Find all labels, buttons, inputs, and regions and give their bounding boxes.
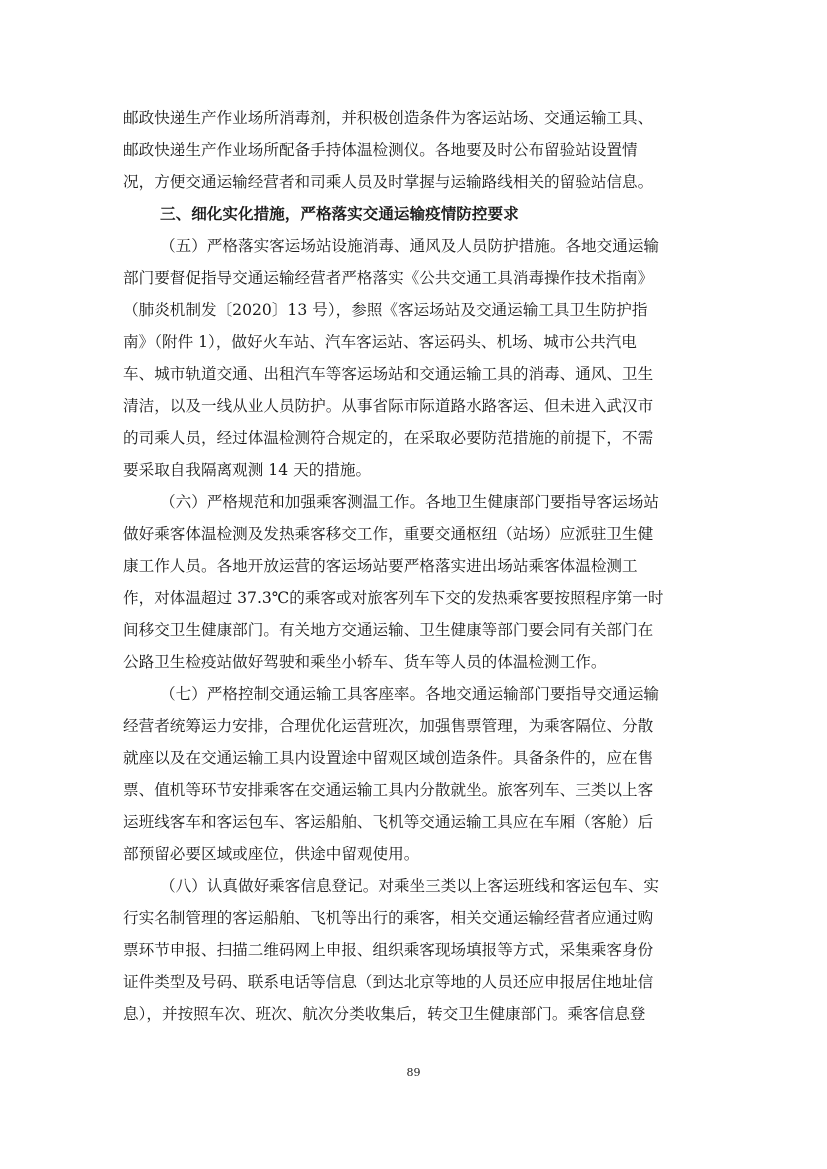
text-line: 南》（附件 1），做好火车站、汽车客运站、客运码头、机场、城市公共汽电 [123,333,637,351]
text-line: 部门要督促指导交通运输经营者严格落实《公共交通工具消毒操作技术指南》 [123,269,654,287]
text-line: 邮政快递生产作业场所消毒剂，并积极创造条件为客运站场、交通运输工具、 [123,109,654,127]
text-line: 票、值机等环节安排乘客在交通运输工具内分散就坐。旅客列车、三类以上客 [123,781,654,799]
text-line: 行实名制管理的客运船舶、飞机等出行的乘客，相关交通运输经营者应通过购 [123,909,654,927]
text-line: 要采取自我隔离观测 14 天的措施。 [123,461,372,479]
paragraph-start: （七）严格控制交通运输工具客座率。各地交通运输部门要指导交通运输 [160,685,660,703]
text-line: 息），并按照车次、班次、航次分类收集后，转交卫生健康部门。乘客信息登 [123,1005,646,1023]
text-line: 况，方便交通运输经营者和司乘人员及时掌握与运输路线相关的留验站信息。 [123,173,654,191]
text-line: （肺炎机制发〔2020〕13 号），参照《客运场站及交通运输工具卫生防护指 [123,301,648,319]
text-line: 做好乘客体温检测及发热乘客移交工作，重要交通枢纽（站场）应派驻卫生健 [123,525,654,543]
text-line: 邮政快递生产作业场所配备手持体温检测仪。各地要及时公布留验站设置情 [123,141,638,159]
text-line: 间移交卫生健康部门。有关地方交通运输、卫生健康等部门要会同有关部门在 [123,621,654,639]
paragraph-start: （五）严格落实客运场站设施消毒、通风及人员防护措施。各地交通运输 [160,237,660,255]
text-line: 证件类型及号码、联系电话等信息（到达北京等地的人员还应申报居住地址信 [123,973,654,991]
page-number: 89 [406,1066,421,1079]
text-line: 康工作人员。各地开放运营的客运场站要严格落实进出场站乘客体温检测工 [123,557,638,575]
section-heading: 三、细化实化措施，严格落实交通运输疫情防控要求 [160,204,519,223]
text-line: 公路卫生检疫站做好驾驶和乘坐小轿车、货车等人员的体温检测工作。 [123,653,607,671]
text-line: 票环节申报、扫描二维码网上申报、组织乘客现场填报等方式，采集乘客身份 [123,941,654,959]
text-line: 部预留必要区域或座位，供途中留观使用。 [123,845,420,863]
paragraph-start: （六）严格规范和加强乘客测温工作。各地卫生健康部门要指导客运场站 [160,493,660,511]
text-line: 车、城市轨道交通、出租汽车等客运场站和交通运输工具的消毒、通风、卫生 [123,365,654,383]
text-line: 的司乘人员，经过体温检测符合规定的，在采取必要防范措施的前提下，不需 [123,429,654,447]
text-line: 作，对体温超过 37.3℃的乘客或对旅客列车下交的发热乘客要按照程序第一时 [123,589,664,607]
text-line: 经营者统筹运力安排，合理优化运营班次，加强售票管理，为乘客隔位、分散 [123,717,654,735]
text-line: 就座以及在交通运输工具内设置途中留观区域创造条件。具备条件的，应在售 [123,749,654,767]
text-line: 清洁，以及一线从业人员防护。从事省际市际道路水路客运、但未进入武汉市 [123,397,654,415]
paragraph-start: （八）认真做好乘客信息登记。对乘坐三类以上客运班线和客运包车、实 [160,877,660,895]
text-line: 运班线客车和客运包车、客运船舶、飞机等交通运输工具应在车厢（客舱）后 [123,813,654,831]
